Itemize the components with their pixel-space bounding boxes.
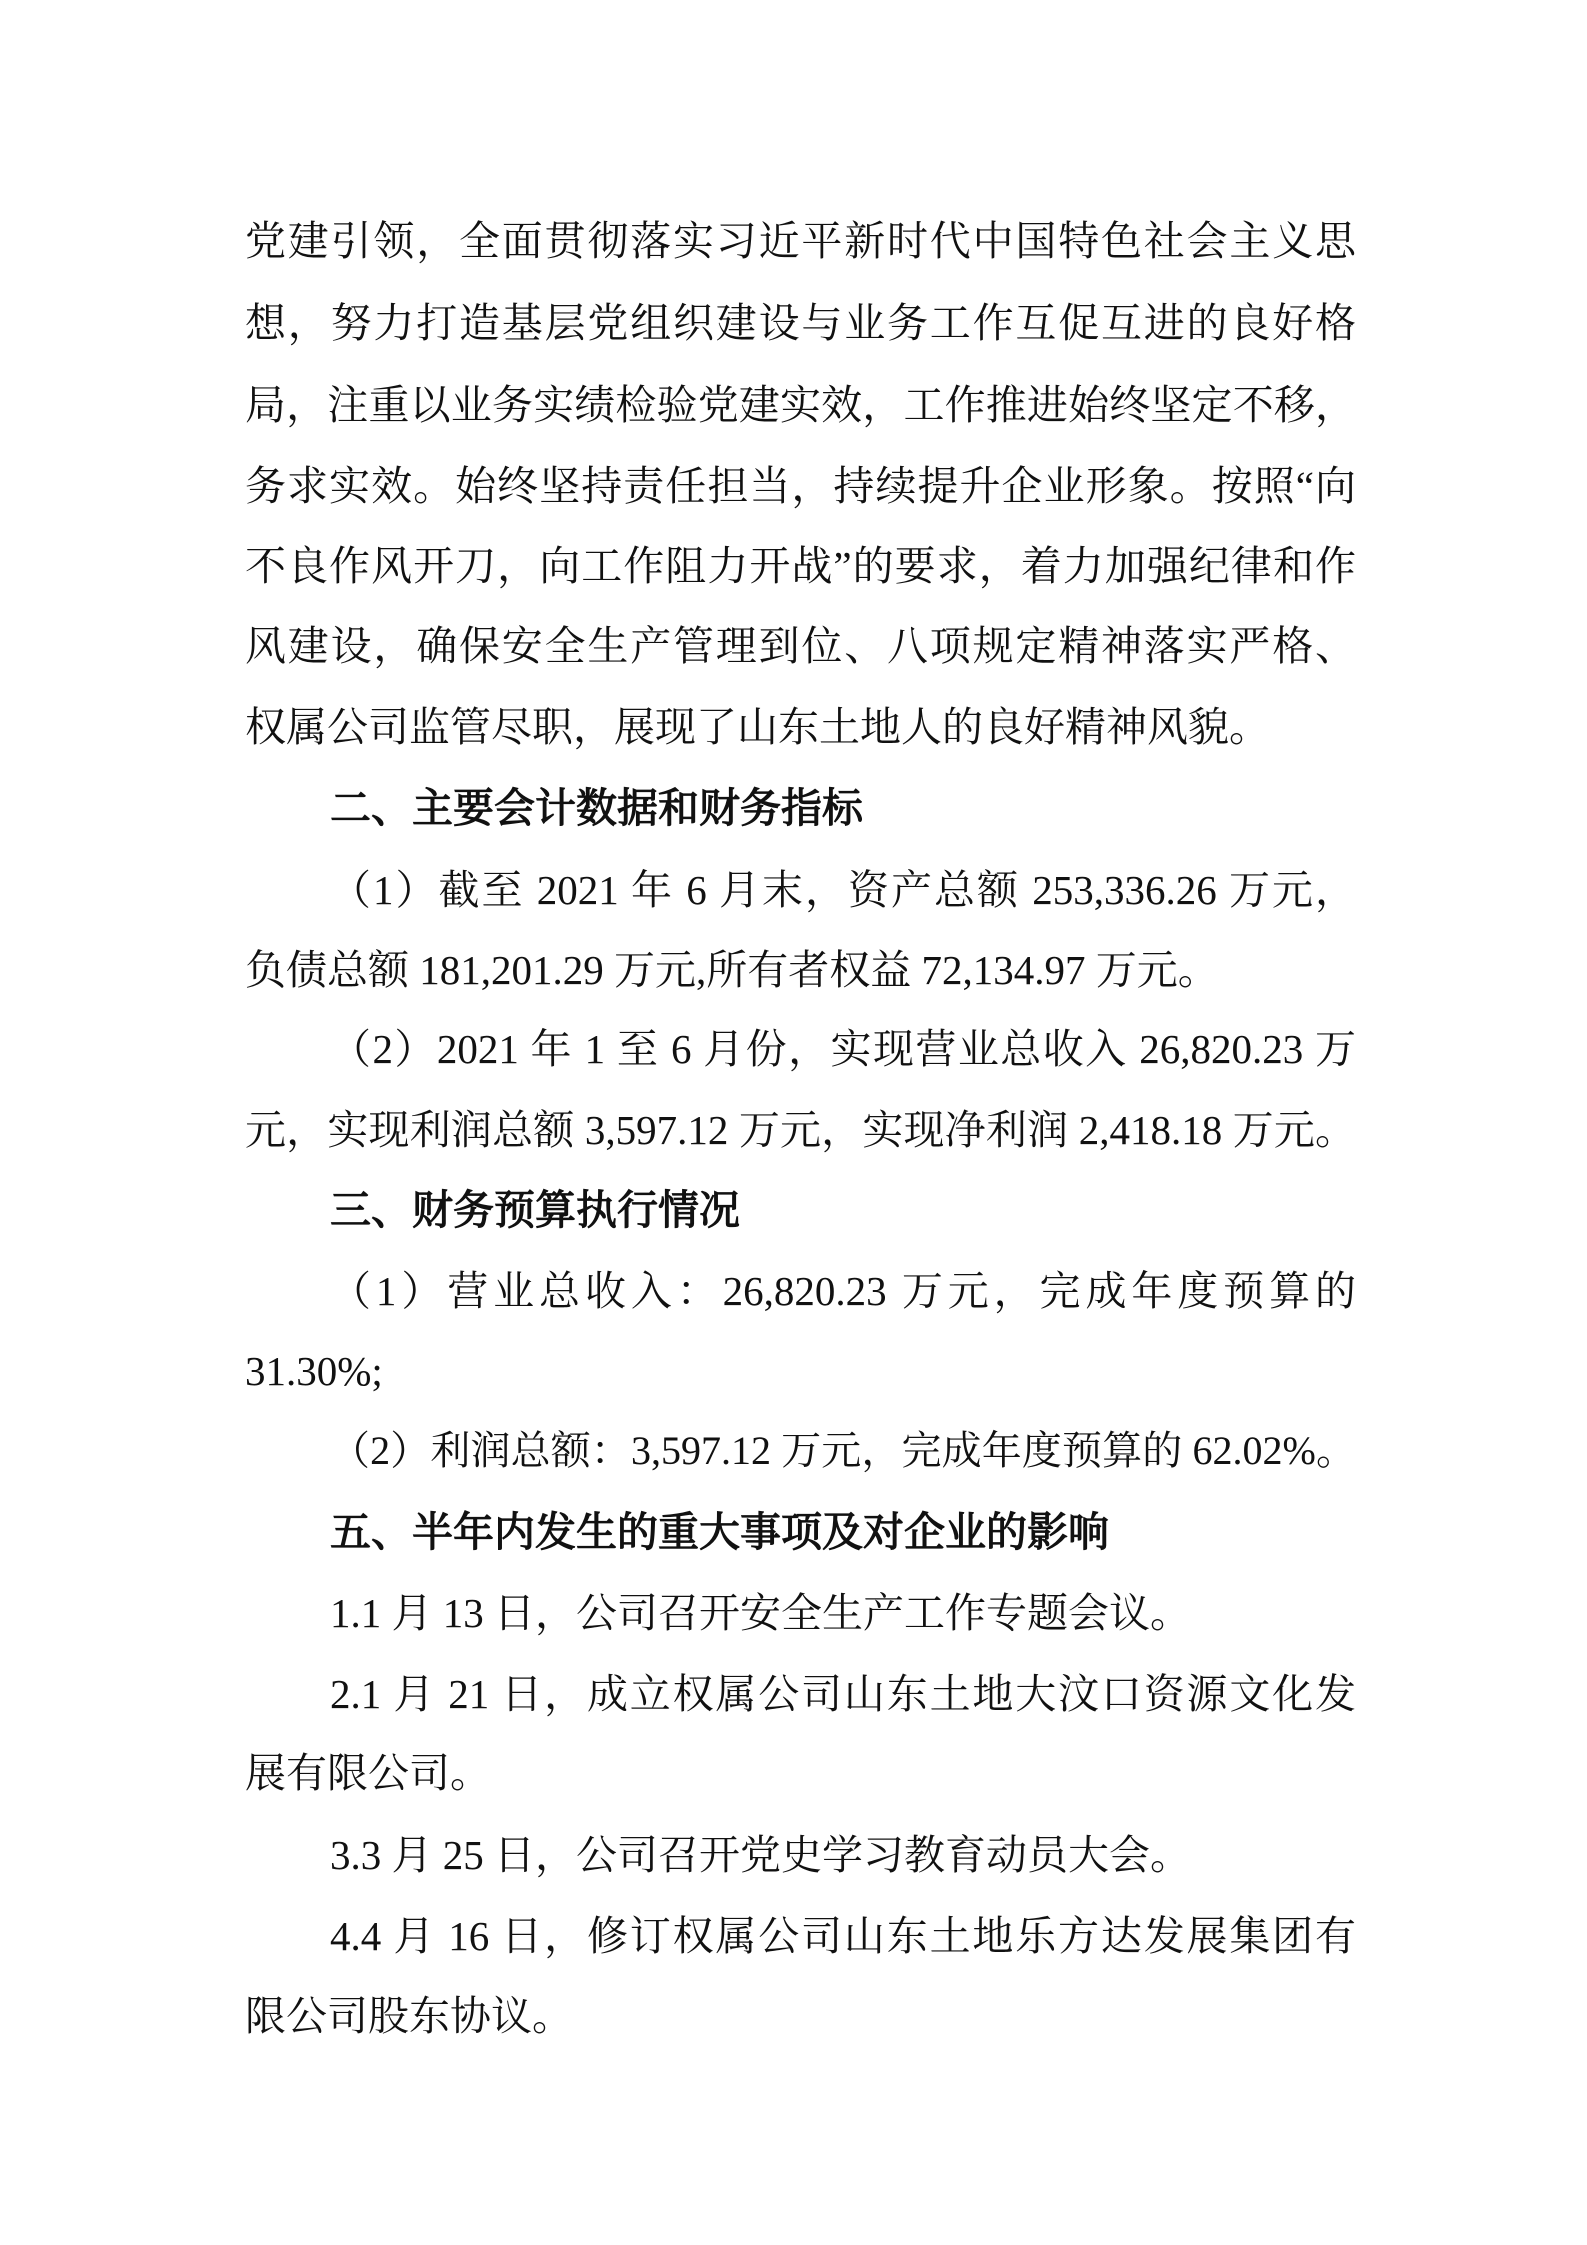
section-heading-budget-execution: 三、财务预算执行情况 <box>330 1186 740 1234</box>
item-line: 元，实现利润总额 3,597.12 万元，实现净利润 2,418.18 万元。 <box>245 1107 1356 1153</box>
item-line: 31.30%; <box>245 1348 383 1394</box>
section-heading-major-events: 五、半年内发生的重大事项及对企业的影响 <box>330 1508 1109 1556</box>
item-line: 负债总额 181,201.29 万元,所有者权益 72,134.97 万元。 <box>245 947 1219 993</box>
intro-line: 不良作风开刀，向工作阻力开战”的要求，着力加强纪律和作 <box>245 543 1356 589</box>
item-line: 限公司股东协议。 <box>245 1993 573 2039</box>
intro-line: 想，努力打造基层党组织建设与业务工作互促互进的良好格 <box>245 300 1356 346</box>
intro-line: 权属公司监管尽职，展现了山东土地人的良好精神风貌。 <box>245 704 1270 750</box>
item-line: （2）利润总额：3,597.12 万元，完成年度预算的 62.02%。 <box>330 1428 1356 1473</box>
section-heading-accounting-data: 二、主要会计数据和财务指标 <box>330 784 863 832</box>
item-line: 3.3 月 25 日，公司召开党史学习教育动员大会。 <box>330 1832 1191 1878</box>
item-line: （1）截至 2021 年 6 月末，资产总额 253,336.26 万元， <box>330 867 1356 913</box>
intro-line: 务求实效。始终坚持责任担当，持续提升企业形象。按照“向 <box>245 463 1356 509</box>
intro-line: 党建引领，全面贯彻落实习近平新时代中国特色社会主义思 <box>245 218 1356 264</box>
intro-line: 局，注重以业务实绩检验党建实效，工作推进始终坚定不移， <box>245 382 1356 428</box>
item-line: 2.1 月 21 日，成立权属公司山东土地大汶口资源文化发 <box>330 1671 1356 1717</box>
item-line: 4.4 月 16 日，修订权属公司山东土地乐方达发展集团有 <box>330 1913 1356 1959</box>
intro-line: 风建设，确保安全生产管理到位、八项规定精神落实严格、 <box>245 623 1356 669</box>
item-line: 1.1 月 13 日，公司召开安全生产工作专题会议。 <box>330 1590 1191 1636</box>
item-line: 展有限公司。 <box>245 1750 491 1796</box>
item-line: （2）2021 年 1 至 6 月份，实现营业总收入 26,820.23 万 <box>330 1026 1356 1072</box>
item-line: （1）营业总收入：26,820.23 万元，完成年度预算的 <box>330 1268 1356 1314</box>
